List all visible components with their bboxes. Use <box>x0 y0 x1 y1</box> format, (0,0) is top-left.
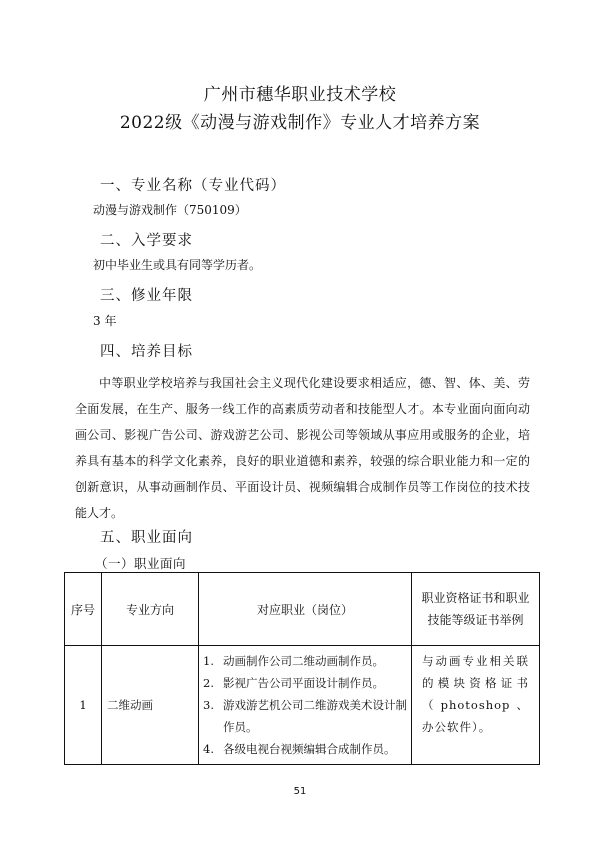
row-certificates: 与动画专业相关联的模块资格证书（photoshop、办公软件）。 <box>412 646 540 765</box>
header-jobs: 对应职业（岗位） <box>199 573 412 646</box>
header-number: 序号 <box>65 573 102 646</box>
list-item: 3. 游戏游艺机公司二维游戏美术设计制作员。 <box>203 698 407 734</box>
row-number: 1 <box>65 646 102 765</box>
career-table <box>64 572 540 765</box>
jobs-list <box>199 650 407 760</box>
section-heading-duration: 三、修业年限 <box>100 288 193 304</box>
subsection-heading-career: （一）职业面向 <box>95 556 187 571</box>
duration-text: 3 年 <box>93 314 117 328</box>
section-heading-objectives: 四、培养目标 <box>100 344 193 360</box>
school-name: 广州市穗华职业技术学校 <box>203 85 397 105</box>
objectives-paragraph: 中等职业学校培养与我国社会主义现代化建设要求相适应，德、智、体、美、劳全面发展，在生产、服务一线工作的高素质劳动者和技能型人才。本专业面向面向动画公司、影视广告公司、游戏游艺公司、影视公司等领域从事应用或服务的企业，培养具有基本的科学文化素养，良好的职业道德和素养，较强的综合职业能力和一定的创新意识，从事动画制作员、平面设计员、视频编辑合成制作员等工作岗位的技术技能人才。 <box>75 376 530 520</box>
table-header-row <box>65 573 540 646</box>
table-row <box>65 646 540 765</box>
major-name-text: 动漫与游戏制作（750109） <box>93 203 247 217</box>
section-heading-major-name: 一、专业名称（专业代码） <box>100 178 286 194</box>
page-number: 51 <box>293 786 307 797</box>
document-title: 2022级《动漫与游戏制作》专业人才培养方案 <box>119 113 481 133</box>
section-heading-admission: 二、入学要求 <box>100 233 193 249</box>
admission-text: 初中毕业生或具有同等学历者。 <box>93 258 262 272</box>
list-item: 2. 影视广告公司平面设计制作员。 <box>203 676 384 690</box>
list-item: 1. 动画制作公司二维动画制作员。 <box>203 654 384 668</box>
list-item: 4. 各级电视台视频编辑合成制作员。 <box>203 742 396 756</box>
row-jobs-cell <box>199 646 412 765</box>
section-heading-career: 五、职业面向 <box>100 530 193 546</box>
header-direction: 专业方向 <box>102 573 199 646</box>
header-certificates: 职业资格证书和职业技能等级证书举例 <box>412 573 540 646</box>
row-direction: 二维动画 <box>102 646 199 765</box>
